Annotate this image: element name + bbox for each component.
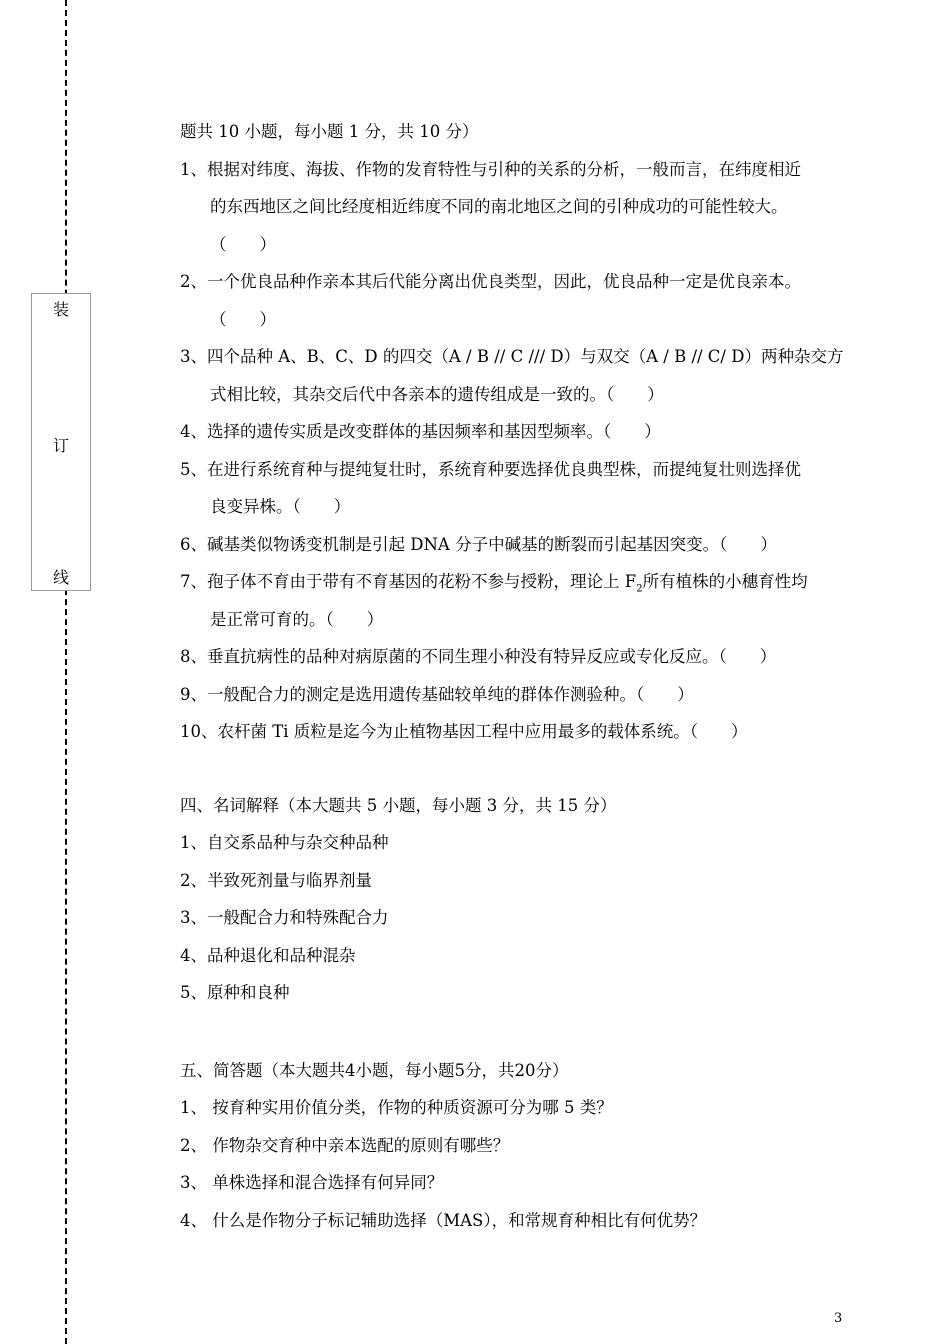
short-answer-item: 3、 单株选择和混合选择有何异同？ bbox=[180, 1173, 444, 1192]
question-number: 7、 bbox=[180, 572, 207, 591]
question-5-line-2: 良变异株。（ ） bbox=[210, 497, 351, 516]
question-1-answer-blank: （ ） bbox=[210, 234, 276, 254]
question-number: 10、 bbox=[180, 722, 218, 741]
section5-title: 五、简答题（本大题共4小题，每小题5分，共20分） bbox=[180, 1060, 569, 1080]
question-10 bbox=[180, 720, 848, 758]
question-7-line-2: 是正常可育的。（ ） bbox=[210, 609, 384, 629]
question-number: 9、 bbox=[180, 684, 207, 704]
question-6 bbox=[180, 533, 848, 571]
binding-char-ding: 订 bbox=[52, 436, 69, 455]
binding-char-zhuang: 装 bbox=[52, 300, 69, 319]
question-3-line-2: 式相比较，其杂交后代中各亲本的遗传组成是一致的。（ ） bbox=[210, 384, 664, 404]
question-number: 1、 bbox=[180, 159, 207, 179]
question-4 bbox=[180, 420, 848, 458]
question-text: 根据对纬度、海拔、作物的发育特性与引种的关系的分析，一般而言，在纬度相近 bbox=[207, 159, 801, 179]
short-answer-item: 4、 什么是作物分子标记辅助选择（MAS），和常规育种相比有何优势？ bbox=[180, 1210, 707, 1230]
question-8 bbox=[180, 645, 848, 683]
question-1 bbox=[180, 158, 848, 196]
question-text: 一个优良品种作亲本其后代能分离出优良类型，因此，优良品种一定是优良亲本。 bbox=[207, 272, 801, 291]
question-text: 一般配合力的测定是选用遗传基础较单纯的群体作测验种。（ ） bbox=[207, 684, 694, 704]
question-text: 选择的遗传实质是改变群体的基因频率和基因型频率。（ ） bbox=[207, 422, 661, 441]
term-item: 1、自交系品种与杂交种品种 bbox=[180, 833, 389, 852]
question-2-answer-blank: （ ） bbox=[210, 309, 276, 329]
question-7 bbox=[180, 570, 848, 608]
question-number: 2、 bbox=[180, 272, 207, 291]
question-text: 碱基类似物诱变机制是引起 DNA 分子中碱基的断裂而引起基因突变。（ ） bbox=[207, 534, 777, 554]
question-text: 在进行系统育种与提纯复壮时，系统育种要选择优良典型株，而提纯复壮则选择优 bbox=[207, 459, 801, 479]
binding-label-box bbox=[31, 293, 91, 591]
question-text-part: 孢子体不育由于带有不育基因的花粉不参与授粉，理论上 F bbox=[207, 572, 637, 591]
question-text bbox=[207, 570, 808, 608]
question-number: 4、 bbox=[180, 422, 207, 441]
question-number: 5、 bbox=[180, 459, 207, 479]
exam-content bbox=[180, 120, 848, 1246]
binding-char-xian: 线 bbox=[52, 568, 69, 587]
question-text: 农杆菌 Ti 质粒是迄今为止植物基因工程中应用最多的载体系统。（ ） bbox=[217, 722, 748, 741]
term-item: 2、半致死剂量与临界剂量 bbox=[180, 870, 372, 890]
question-number: 6、 bbox=[180, 534, 207, 554]
question-number: 8、 bbox=[180, 647, 207, 666]
section3-intro: 题共 10 小题，每小题 1 分，共 10 分） bbox=[180, 122, 479, 141]
question-text-part: 所有植株的小穗育性均 bbox=[642, 572, 808, 591]
question-text: 四个品种 A、B、C、D 的四交（A / B // C /// D）与双交（A / B // C/ D）两种杂交方 bbox=[207, 347, 844, 366]
question-3 bbox=[180, 345, 848, 383]
short-answer-item: 2、 作物杂交育种中亲本选配的原则有哪些？ bbox=[180, 1135, 510, 1155]
term-item: 3、一般配合力和特殊配合力 bbox=[180, 908, 389, 927]
short-answer-item: 1、 按育种实用价值分类，作物的种质资源可分为哪 5 类？ bbox=[180, 1098, 613, 1117]
question-1-line-2: 的东西地区之间比经度相近纬度不同的南北地区之间的引种成功的可能性较大。 bbox=[210, 197, 788, 216]
question-number: 3、 bbox=[180, 347, 207, 366]
question-9 bbox=[180, 683, 848, 721]
term-item: 4、品种退化和品种混杂 bbox=[180, 945, 356, 965]
page-number: 3 bbox=[834, 1311, 843, 1326]
subscript-2: 2 bbox=[636, 583, 643, 595]
section4-title: 四、名词解释（本大题共 5 小题，每小题 3 分，共 15 分） bbox=[180, 795, 617, 815]
question-text: 垂直抗病性的品种对病原菌的不同生理小种没有特异反应或专化反应。（ ） bbox=[207, 647, 777, 666]
term-item: 5、原种和良种 bbox=[180, 983, 290, 1002]
binding-dashed-line bbox=[65, 0, 67, 1344]
question-5 bbox=[180, 458, 848, 496]
question-2 bbox=[180, 270, 848, 308]
